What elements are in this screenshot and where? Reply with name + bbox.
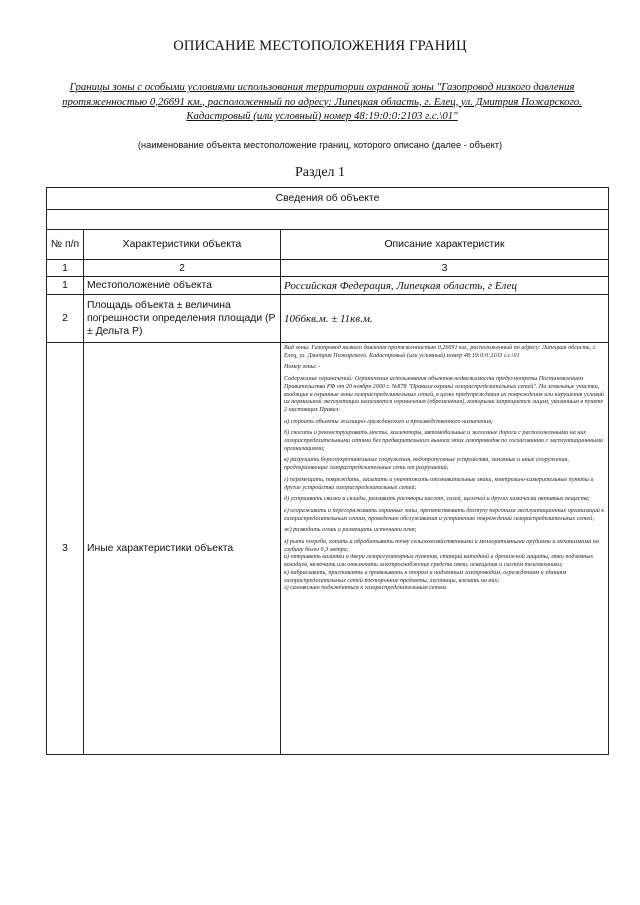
paragraph: а) строить объекты жилищно-гражданского и производственного назначения;	[284, 418, 494, 425]
paragraph: ж) разводить огонь и размещать источники огня;	[284, 527, 417, 534]
row-number: 2	[47, 295, 84, 343]
row-value: Российская Федерация, Липецкая область, г Елец	[281, 277, 609, 295]
paragraph: Содержание ограничений: Ограничения использования объектов недвижимости предусмотрены Постановлением Правительства РФ от 20 ноября 2000 г. №878 "Правила охраны газораспределительных сетей". На земельные участки, входящие в охранные зоны газораспределительных сетей, в целях предупреждения их повреждения или нарушения условий их нормальной эксплуатации налагаются ограничения (обременения), которыми запрещается лицам, указанным в пункте 2 настоящих Правил:	[284, 376, 604, 413]
table-caption-row	[47, 188, 609, 210]
section-heading: Раздел 1	[294, 165, 346, 180]
column-header-number: № п/п	[47, 230, 84, 260]
column-header-characteristic: Характеристики объекта	[84, 230, 281, 260]
column-header-description: Описание характеристик	[281, 230, 609, 260]
page-title: ОПИСАНИЕ МЕСТОПОЛОЖЕНИЯ ГРАНИЦ	[173, 38, 467, 54]
row-characteristic: Местоположение объекта	[84, 277, 281, 295]
other-characteristics-text	[281, 343, 609, 755]
paragraph: Вид зоны: Газопровод низкого давления протяженностью 0,26691 км., расположенный по адресу: Липецкая область, г. Елец, ул. Дмитрия Пожарского. Кадастровый (или условный) номер 48:19:0:0:2103 г.с.\01	[284, 345, 597, 359]
column-number: 3	[281, 260, 609, 277]
row-value: 1066кв.м. ± 11кв.м.	[281, 295, 609, 343]
object-description: Границы зоны с особыми условиями использования территории охранной зоны "Газопровод низкого давления протяженностью 0,26691 км., расположенный по адресу: Липецкая область, г. Елец, ул. Дмитрия Пожарского. Кадастровый (или условный) номер 48:19:0:0:2103 г.с.\01"	[62, 81, 582, 122]
paragraph: г) перемещать, повреждать, засыпать и уничтожать опознавательные знаки, контрольно-измерительные пункты и другие устройства газораспределительных сетей;	[284, 476, 594, 491]
paragraph: Номер зоны: -	[284, 364, 321, 371]
paragraph: л) самовольно подключаться к газораспределительным сетям.	[284, 585, 448, 592]
paragraph: з) рыть погреба, копать и обрабатывать почву сельскохозяйственными и мелиоративными орудиями и механизмами на глубину более 0,3 метра;	[284, 539, 599, 553]
paragraph: к) набрасывать, приставлять и привязывать к опорам и надземным газопроводам, ограждениям и зданиям газораспределительных сетей посторонние предметы, лестницы, влезать на них;	[284, 569, 567, 584]
column-number: 1	[47, 260, 84, 277]
row-characteristic: Иные характеристики объекта	[84, 343, 281, 755]
column-number: 2	[84, 260, 281, 277]
paragraph: б) сносить и реконструировать мосты, коллекторы, автомобильные и железные дороги с расположенными на них газораспределительными сетями без предварительного выноса этих газопроводов по согласованию с эксплуатационными организациями;	[284, 430, 603, 452]
row-characteristic: Площадь объекта ± величина погрешности определения площади (Р ± Дельта Р)	[84, 295, 281, 343]
column-number-row	[47, 260, 609, 277]
paragraph: и) открывать калитки и двери газорегуляторных пунктов, станций катодной и дренажной защиты, люки подземных колодцев, включать или отключать электроснабжение средств связи, освещения и систем телемеханики;	[284, 554, 594, 569]
object-info-table	[46, 187, 609, 755]
table-spacer-row	[47, 210, 609, 230]
table-row	[47, 343, 609, 755]
row-number: 1	[47, 277, 84, 295]
object-description-caption: (наименование объекта местоположение границ, которого описано (далее - объект)	[137, 140, 503, 150]
table-row	[47, 277, 609, 295]
paragraph: д) устраивать свалки и склады, разливать растворы кислот, солей, щелочей и других химически активных веществ;	[284, 496, 590, 503]
row-number: 3	[47, 343, 84, 755]
paragraph: в) разрушать берегоукрепительные сооружения, водопропускные устройства, земляные и иные сооружения, предохраняющие газораспределительные сети от разрушений;	[284, 457, 569, 472]
table-spacer-cell	[47, 210, 609, 230]
table-header-row	[47, 230, 609, 260]
table-caption: Сведения об объекте	[47, 188, 609, 210]
paragraph: е) огораживать и перегораживать охранные зоны, препятствовать доступу персонала эксплуатационных организаций к газораспределительным сетям, проведению обслуживания и устранению повреждений газораспределительных сетей;	[284, 507, 605, 522]
table-row	[47, 295, 609, 343]
